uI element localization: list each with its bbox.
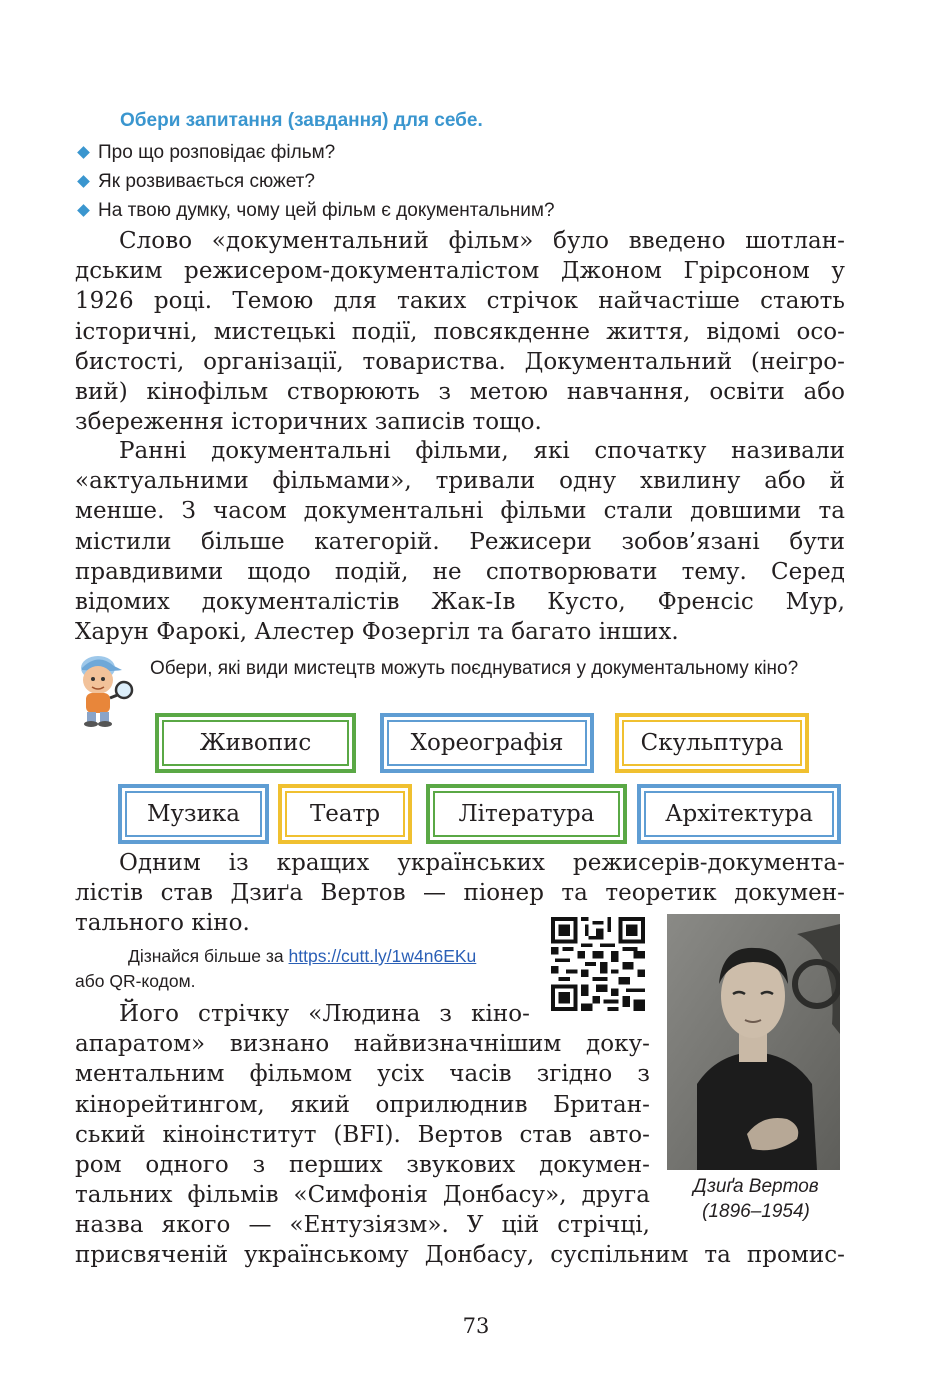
photo-caption: Дзиґа Вертов (1896–1954) [693, 1176, 819, 1222]
question-item: На твою думку, чому цей фільм є документальним? [76, 196, 555, 225]
portrait-photo [667, 914, 840, 1170]
text-line: 1926 році. Темою для таких стрічок найчастіше стають [75, 288, 845, 315]
option-box-choreography[interactable]: Хореографія [380, 713, 594, 773]
activity-question: Обери, які види мистецтв можуть поєднуватися у документальному кіно? [150, 658, 799, 679]
text-line: «актуальними фільмами», тривали одну хвилину або й [75, 468, 845, 495]
text-line: Слово «документальний фільм» було введено шотлан- [119, 228, 845, 254]
text-line: лістів став Дзиґа Вертов — піонер та теоретик докумен- [75, 880, 845, 907]
text-line: кінорейтингом, який оприлюднив Британ- [75, 1091, 650, 1118]
diamond-bullet-icon [77, 175, 90, 188]
question-item: Як розвивається сюжет? [76, 167, 555, 196]
learn-more-link[interactable]: https://cutt.ly/1w4n6EKu [288, 946, 477, 966]
text-line: містили більше категорій. Режисери зобов’язані бути [75, 528, 845, 555]
paragraph-1 [75, 226, 845, 437]
option-box-architecture[interactable]: Архітектура [637, 784, 841, 844]
qr-code-icon[interactable] [551, 917, 645, 1011]
task-questions [76, 138, 555, 225]
diamond-bullet-icon [77, 204, 90, 217]
text-line: вий) кінофільм створюють з метою навчання, освіти або [75, 379, 845, 406]
diamond-bullet-icon [77, 146, 90, 159]
paragraph-2 [75, 436, 845, 647]
question-item: Про що розповідає фільм? [76, 138, 555, 167]
text-line: історичні, мистецькі події, повсякденне життя, відомі осо- [75, 318, 845, 345]
option-box-painting[interactable]: Живопис [155, 713, 356, 773]
text-line: менше. З часом документальні фільми стали довшими та [75, 498, 845, 525]
option-box-music[interactable]: Музика [118, 784, 269, 844]
text-line: бистості, організації, товариства. Документальний (неігро- [75, 348, 845, 375]
text-line: Ранні документальні фільми, які спочатку називали [119, 438, 845, 464]
text-line: присвяченій українському Донбасу, суспільним та промис- [75, 1242, 845, 1268]
text-line: Одним із кращих українських режисерів-документа- [119, 850, 845, 876]
text-line: дським режисером-документалістом Джоном Грірсоном у [75, 258, 845, 285]
text-line: тального кіно. [75, 910, 250, 937]
text-line: відомих документалістів Жак-Ів Кусто, Френсіс Мур, [75, 589, 845, 616]
learn-more: Дізнайся більше за https://cutt.ly/1w4n6EKu або QR-кодом. [75, 946, 477, 991]
text-line: ром одного з перших звукових докумен- [75, 1152, 650, 1179]
paragraph-4-part-2 [75, 1240, 845, 1270]
paragraph-4-part-1 [75, 999, 650, 1241]
text-line: Харун Фарокі, Алестер Фозергіл та багато інших. [75, 619, 679, 646]
text-line: назва якого — «Ентузіязм». У цій стрічці, [75, 1212, 650, 1239]
text-line: ментальним фільмом усіх часів згідно з [75, 1061, 650, 1088]
boy-with-magnifier-icon [70, 648, 134, 728]
task-title: Обери запитання (завдання) для себе. [120, 110, 483, 131]
page-number: 73 [462, 1314, 490, 1338]
text-line: апаратом» визнано найвизначнішим доку- [75, 1031, 650, 1058]
text-line: ський кіноінститут (BFI). Вертов став авто- [75, 1121, 650, 1148]
option-box-literature[interactable]: Література [426, 784, 627, 844]
text-line: Його стрічку «Людина з кіно- [119, 1001, 530, 1027]
text-line: збереження історичних записів тощо. [75, 409, 542, 436]
option-box-theatre[interactable]: Театр [278, 784, 412, 844]
text-line: тальних фільмів «Симфонія Донбасу», друга [75, 1182, 650, 1209]
option-box-sculpture[interactable]: Скульптура [615, 713, 809, 773]
text-line: правдивими щодо подій, не спотворювати тему. Серед [75, 558, 845, 585]
